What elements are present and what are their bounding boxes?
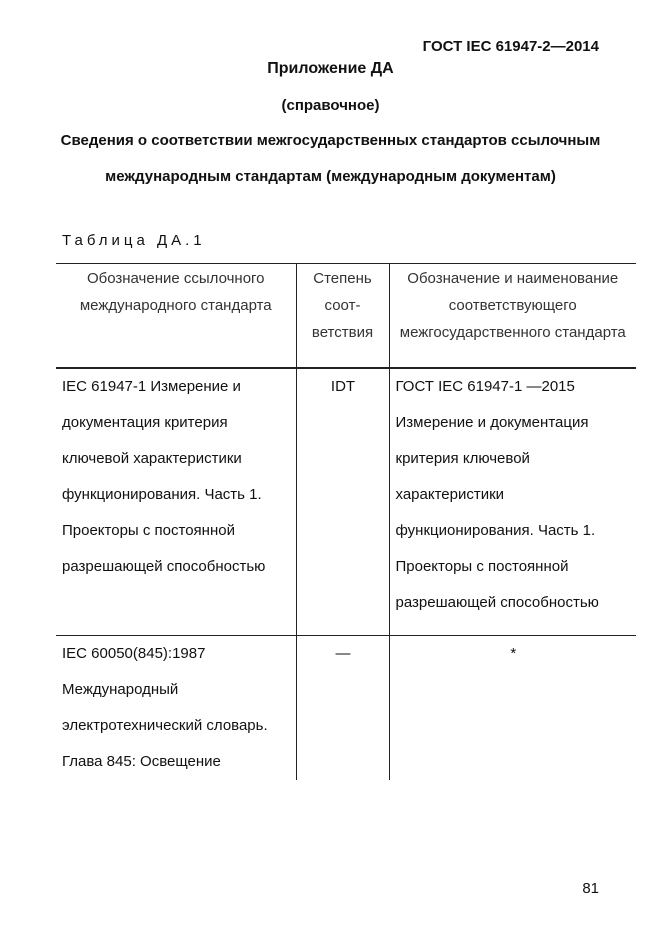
cell-intl-standard: IEC 61947-1 Измерение и документация критерия ключевой характеристики функционирования. Часть 1. Проекторы с постоянной разрешающей способностью (56, 368, 296, 636)
appendix-title: Приложение ДА (267, 60, 394, 77)
header-intl-standard: Обозначение ссылочного международного стандарта (56, 264, 296, 368)
page-number: 81 (582, 880, 599, 897)
header-compliance-degree: Степень соот-ветствия (296, 264, 389, 368)
table-row (56, 368, 636, 636)
table-header-row (56, 264, 636, 368)
table-row (56, 635, 636, 780)
section-title: Сведения о соответствии межгосударственных стандартов ссылочным международным стандартам (международным документам) (60, 132, 601, 185)
cell-interstate-standard: * (389, 635, 636, 780)
cell-compliance-degree: IDT (296, 368, 389, 636)
header-interstate-standard: Обозначение и наименование соответствующего межгосударственного стандарта (389, 264, 636, 368)
document-code: ГОСТ IEC 61947-2—2014 (422, 38, 599, 55)
reference-standards-table (56, 263, 636, 780)
cell-intl-standard: IEC 60050(845):1987 Международный электротехнический словарь. Глава 845: Освещение (62, 644, 268, 770)
appendix-note: (справочное) (281, 97, 380, 114)
cell-interstate-standard: ГОСТ IEC 61947-1 —2015 Измерение и документация критерия ключевой характеристики функционирования. Часть 1. Проекторы с постоянной разрешающей способностью (389, 368, 636, 636)
table-caption: Таблица ДА.1 (62, 232, 206, 249)
cell-compliance-degree: — (296, 635, 389, 780)
